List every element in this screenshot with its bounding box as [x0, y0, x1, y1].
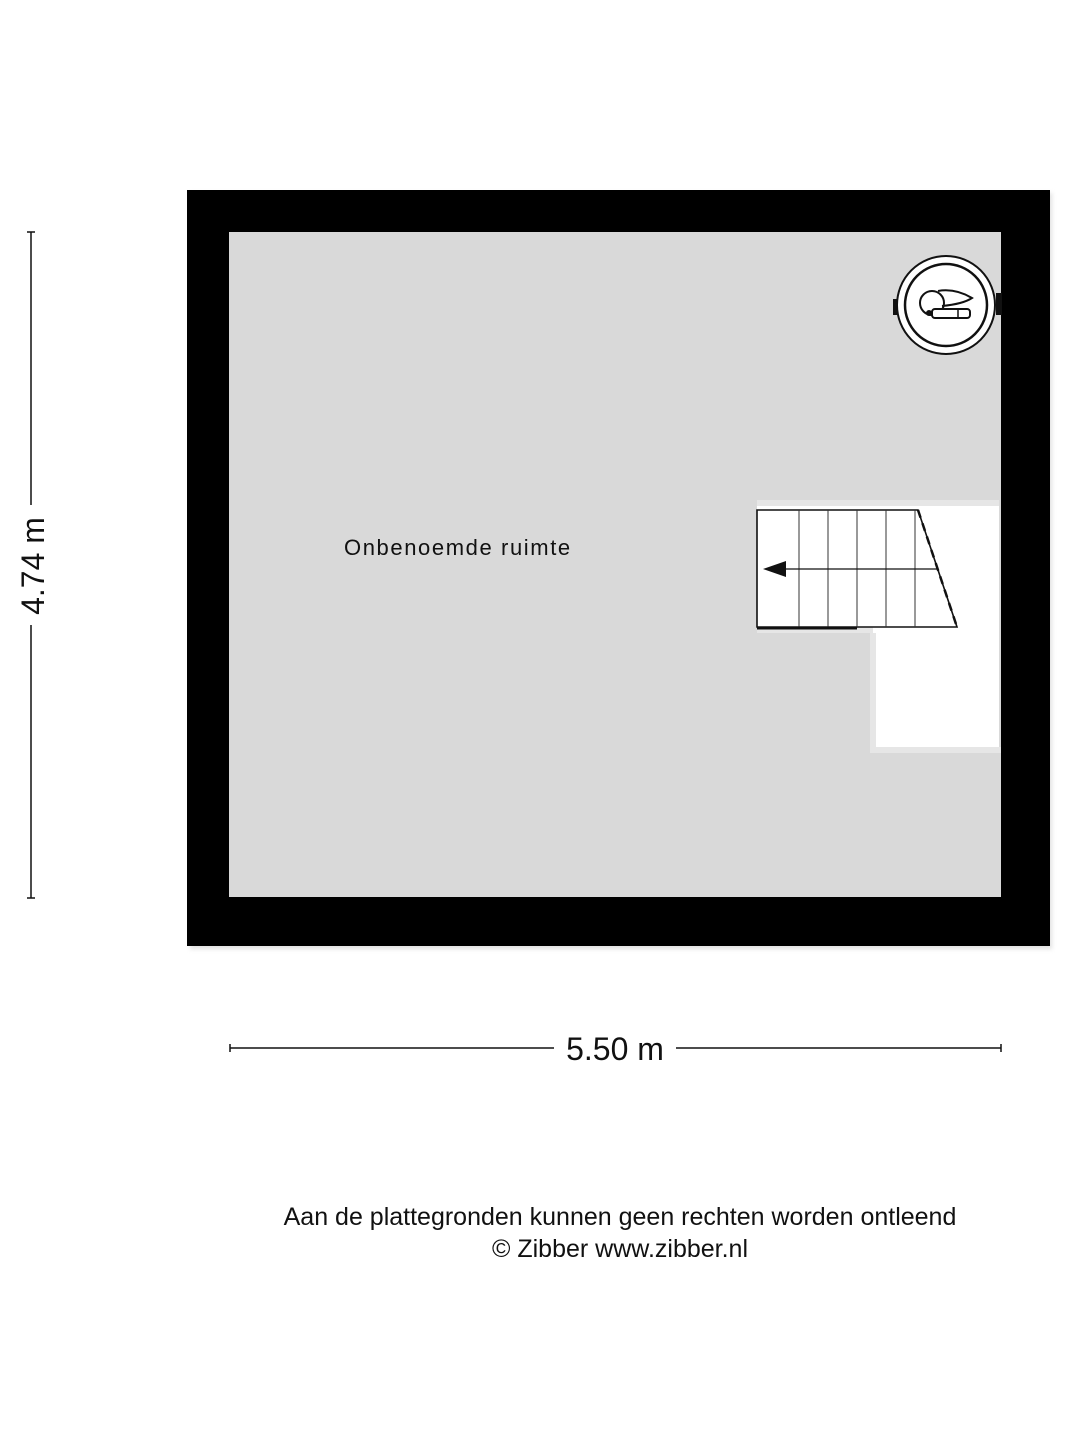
copyright-text: © Zibber www.zibber.nl [491, 1235, 749, 1263]
height-dimension [15, 232, 51, 898]
disclaimer-text: Aan de plattegronden kunnen geen rechten worden ontleend [283, 1203, 957, 1231]
width-dimension [230, 1031, 1001, 1067]
height-dimension-label: 4.74 m [15, 517, 51, 615]
room-label: Onbenoemde ruimte [344, 535, 572, 560]
width-dimension-label: 5.50 m [566, 1031, 664, 1067]
